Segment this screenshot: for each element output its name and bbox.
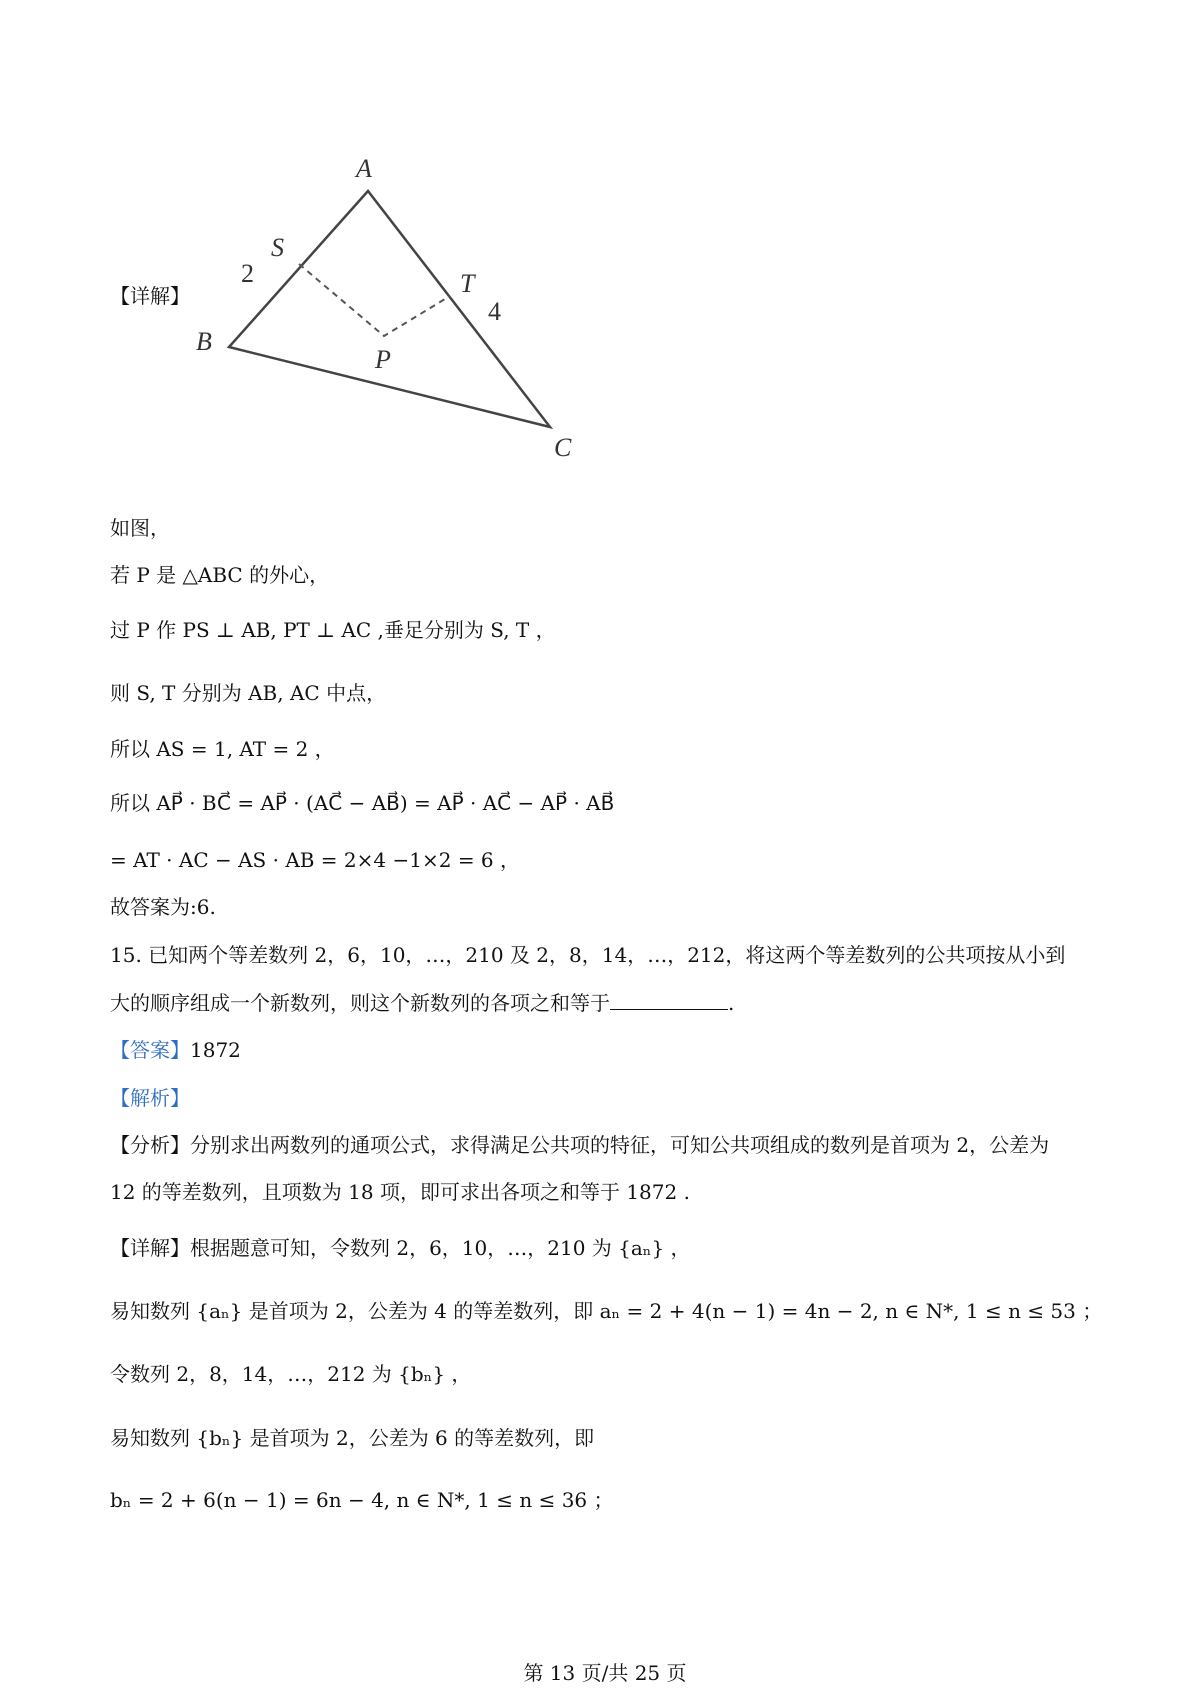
solution-line: 所以 AP⃗ · BC⃗ = AP⃗ · (AC⃗ − AB⃗) = AP⃗ · AC⃗ − AP⃗ · AB⃗ (110, 791, 615, 815)
question-line-2 (110, 989, 734, 1017)
solution-line: 所以 AS = 1, AT = 2 ， (110, 737, 335, 761)
solution-line: 若 P 是 △ABC 的外心， (110, 563, 330, 587)
answer-value: 1872 (190, 1038, 241, 1062)
page-number: 第 13 页/共 25 页 (523, 1661, 687, 1685)
answer-line (110, 1036, 241, 1064)
question-line-1: 15. 已知两个等差数列 2，6，10，…，210 及 2，8，14，…，212，将这两个等差数列的公共项按从小到 (110, 943, 1066, 967)
detail-line: 易知数列 {bₙ} 是首项为 2，公差为 6 的等差数列，即 (110, 1426, 595, 1450)
detail-line: 易知数列 {aₙ} 是首项为 2，公差为 4 的等差数列，即 aₙ = 2 + 4(n − 1) = 4n − 2, n ∈ N*, 1 ≤ n ≤ 53 ； (110, 1299, 1103, 1323)
length-bs: 2 (241, 259, 254, 288)
triangle-figure (0, 0, 700, 500)
label-p: P (375, 345, 391, 374)
length-tc: 4 (488, 297, 501, 326)
triangle-abc (229, 191, 550, 427)
detail-heading: 【详解】 (110, 284, 190, 308)
detail-line: bₙ = 2 + 6(n − 1) = 6n − 4, n ∈ N*, 1 ≤ n ≤ 36 ； (110, 1488, 614, 1512)
solution-line: 如图， (110, 516, 170, 540)
question-end: . (728, 991, 735, 1015)
question-text: 大的顺序组成一个新数列，则这个新数列的各项之和等于 (110, 991, 610, 1015)
solution-line: = AT · AC − AS · AB = 2×4 −1×2 = 6 ， (110, 848, 521, 872)
label-s: S (271, 233, 284, 262)
detail-line: 【详解】根据题意可知，令数列 2，6，10，…，210 为 {aₙ} ， (110, 1236, 691, 1260)
answer-blank (610, 989, 728, 1010)
detail-line: 令数列 2，8，14，…，212 为 {bₙ} ， (110, 1362, 472, 1386)
solution-line: 过 P 作 PS ⊥ AB, PT ⊥ AC ,垂足分别为 S, T ， (110, 618, 556, 642)
perpendicular-lines (299, 264, 450, 336)
label-a: A (356, 154, 372, 183)
solution-line: 则 S, T 分别为 AB, AC 中点， (110, 681, 387, 705)
label-t: T (460, 269, 475, 298)
analysis-line-2: 12 的等差数列，且项数为 18 项，即可求出各项之和等于 1872 . (110, 1180, 690, 1204)
analysis-line-1: 【分析】分别求出两数列的通项公式，求得满足公共项的特征，可知公共项组成的数列是首项为 2，公差为 (110, 1133, 1050, 1157)
label-c: C (554, 433, 572, 462)
answer-label: 【答案】 (110, 1038, 190, 1062)
solution-line: 故答案为:6. (110, 895, 216, 919)
analysis-label: 【解析】 (110, 1086, 190, 1110)
label-b: B (196, 327, 212, 356)
